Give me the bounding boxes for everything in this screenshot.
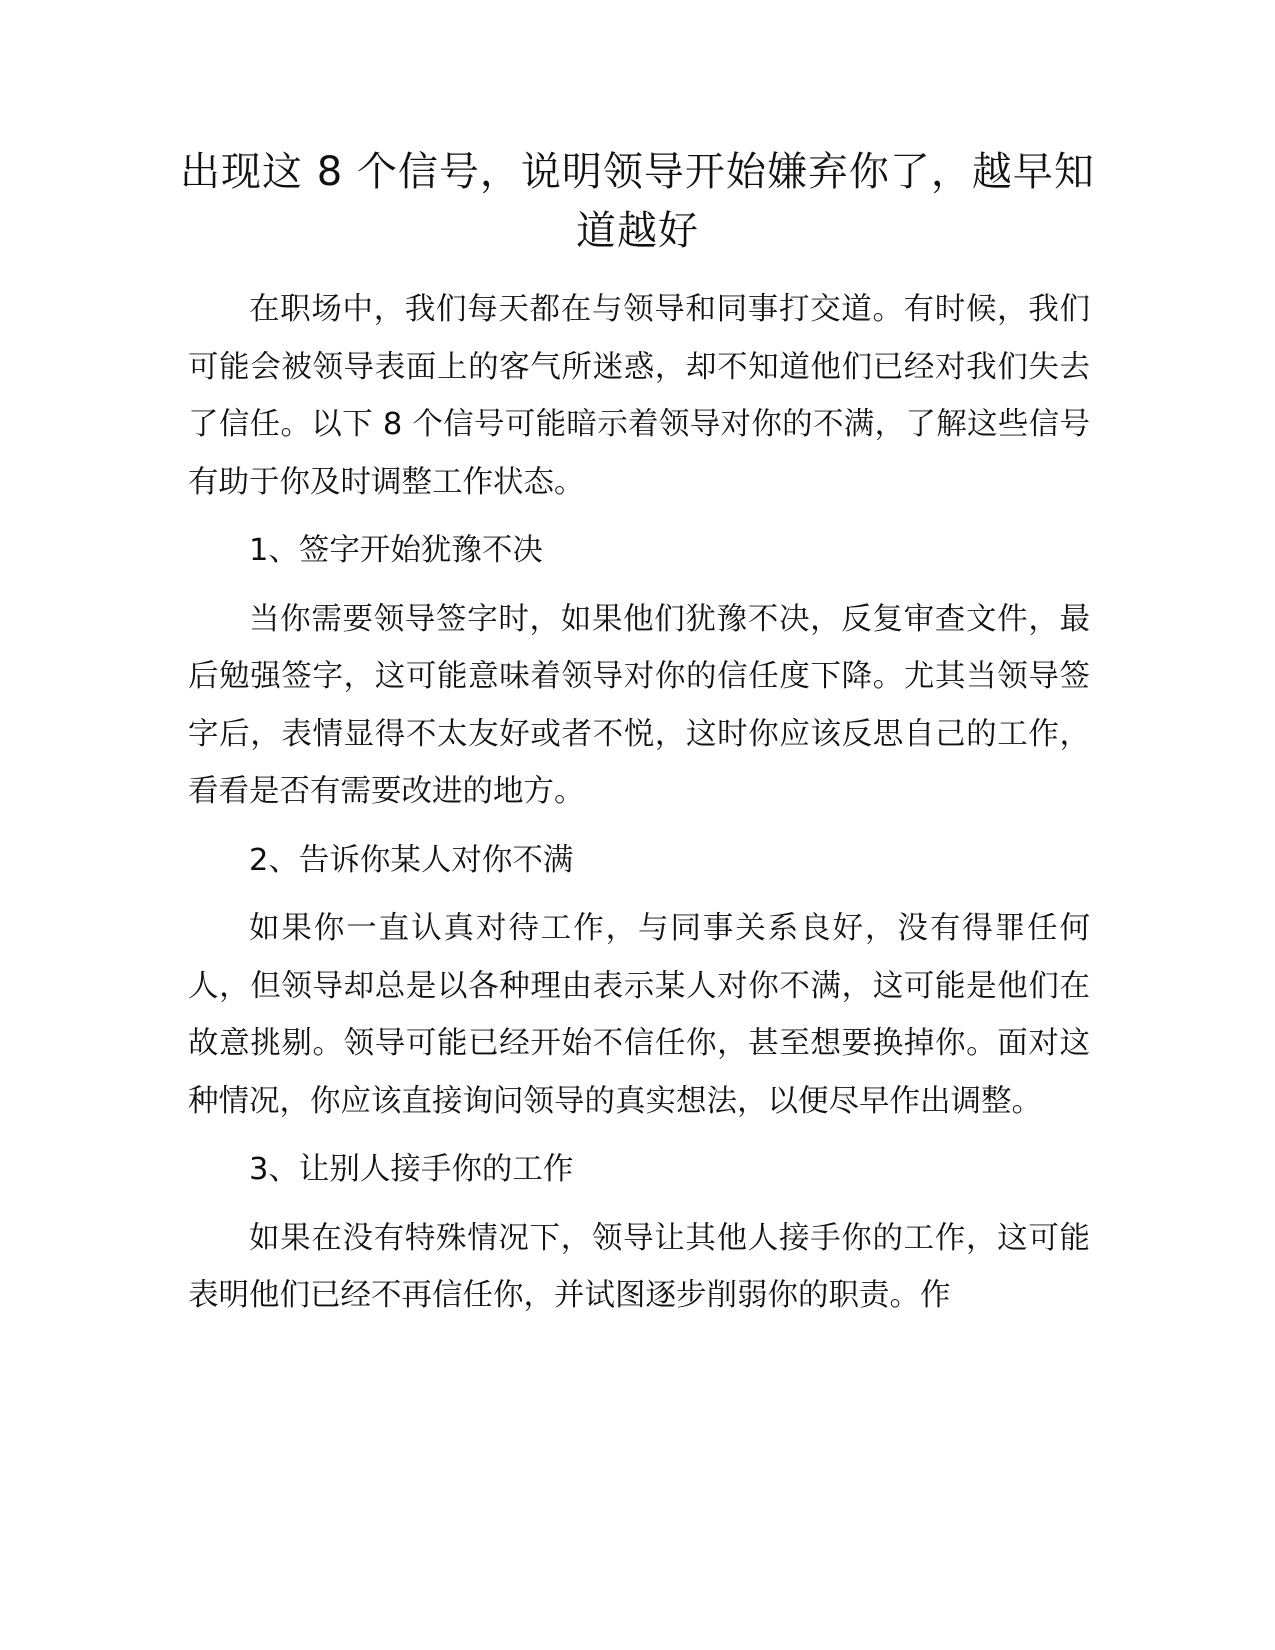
section-heading-2: 2、告诉你某人对你不满	[249, 842, 574, 878]
intro-paragraph: 在职场中，我们每天都在与领导和同事打交道。有时候，我们可能会被领导表面上的客气所迷惑，却不知道他们已经对我们失去了信任。以下 8 个信号可能暗示着领导对你的不满，了解这些信号有助于你及时调整工作状态。	[188, 292, 1090, 500]
section-heading-3: 3、让别人接手你的工作	[249, 1152, 574, 1187]
section-paragraph-1: 当你需要领导签字时，如果他们犹豫不决，反复审查文件，最后勉强签字，这可能意味着领导对你的信任度下降。尤其当领导签字后，表情显得不太友好或者不悦，这时你应该反思自己的工作，看看是否有需要改进的地方。	[188, 601, 1090, 809]
section-paragraph-2: 如果你一直认真对待工作，与同事关系良好，没有得罪任何人，但领导却总是以各种理由表示某人对你不满，这可能是他们在故意挑剔。领导可能已经开始不信任你，甚至想要换掉你。面对这种情况，你应该直接询问领导的真实想法，以便尽早作出调整。	[188, 911, 1090, 1119]
document-body	[188, 281, 1090, 1336]
section-heading-1: 1、签字开始犹豫不决	[249, 533, 543, 568]
section-paragraph-3: 如果在没有特殊情况下，领导让其他人接手你的工作，这可能表明他们已经不再信任你，并试图逐步削弱你的职责。作	[188, 1220, 1090, 1313]
document-title: 出现这 8 个信号，说明领导开始嫌弃你了，越早知道越好	[180, 149, 1095, 254]
